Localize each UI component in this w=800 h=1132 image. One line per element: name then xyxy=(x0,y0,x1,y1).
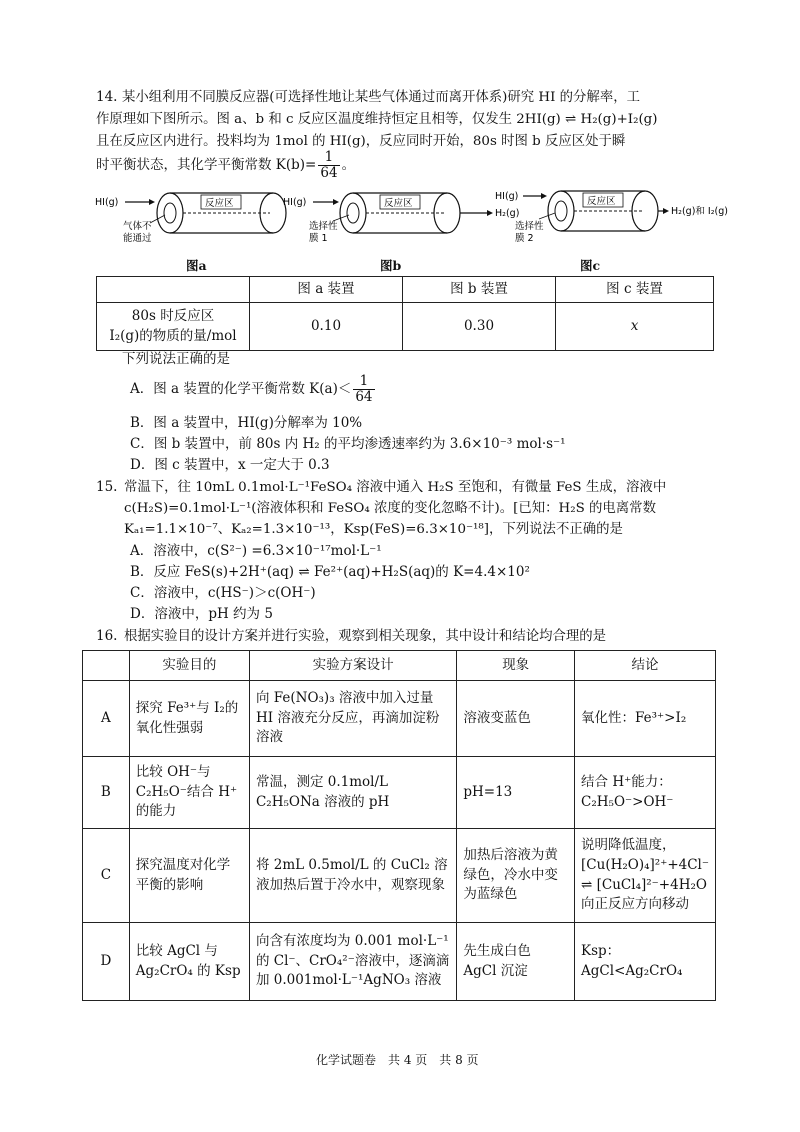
q14-line3: 且在反应区内进行。投料均为 1mol 的 HI(g)，反应同时开始，80s 时图 b 反应区处于瞬 xyxy=(96,134,626,149)
q15-option-a: A．溶液中，c(S²⁻) =6.3×10⁻¹⁷mol·L⁻¹ xyxy=(130,543,382,559)
q14-option-a-text: A．图 a 装置的化学平衡常数 K(a)＜ xyxy=(130,380,352,397)
diagram-b-note1: 选择性 xyxy=(309,221,338,232)
q16-row-phenomenon: 先生成白色 AgCl 沉淀 xyxy=(457,923,575,1001)
q16-row-design: 向 Fe(NO₃)₃ 溶液中加入过量 HI 溶液充分反应，再滴加淀粉溶液 xyxy=(249,681,456,757)
diagram-a-note1: 气体不 xyxy=(123,221,152,232)
q16-row-purpose: 比较 AgCl 与 Ag₂CrO₄ 的 Ksp xyxy=(129,923,249,1001)
q16-table-header-row xyxy=(83,651,716,681)
q15-option-d: D．溶液中，pH 约为 5 xyxy=(130,606,273,622)
diagram-b-inlet: HI(g) xyxy=(283,197,307,208)
q16-row-phenomenon: pH=13 xyxy=(457,757,575,829)
q14-line4: 时平衡状态，其化学平衡常数 K(b)= $\frac{1}{64}$ 。 xyxy=(96,149,356,181)
q14-option-c: C．图 b 装置中，前 80s 内 H₂ 的平均渗透速率约为 3.6×10⁻³ mol·s⁻¹ xyxy=(130,436,566,452)
diagram-a-note2: 能通过 xyxy=(123,233,152,244)
q16-row-conclusion: 说明降低温度，[Cu(H₂O)₄]²⁺+4Cl⁻ ⇌ [CuCl₄]²⁻+4H₂O 向正反应方向移动 xyxy=(575,829,716,923)
q14-table-row xyxy=(97,303,714,351)
membrane-reactor-diagrams xyxy=(95,185,735,255)
q14-option-a-fraction: $\frac{1}{64}$ xyxy=(355,373,373,405)
diagram-b-zone: 反应区 xyxy=(384,198,413,209)
q16-header-conclusion: 结论 xyxy=(575,651,716,681)
q16-header-design: 实验方案设计 xyxy=(249,651,456,681)
q16-header-blank xyxy=(83,651,130,681)
page-footer: 化学试题卷 共 4 页 共 8 页 xyxy=(316,1053,479,1067)
diagram-b-outlet: H₂(g) xyxy=(495,208,520,219)
q16-row-conclusion: Ksp：AgCl<Ag₂CrO₄ xyxy=(575,923,716,1001)
q14-option-d: D．图 c 装置中，x 一定大于 0.3 xyxy=(130,457,330,473)
q14-value-b: 0.30 xyxy=(403,303,556,351)
diagram-c-inlet: HI(g) xyxy=(495,191,519,202)
q14-line1: 某小组利用不同膜反应器(可选择性地让某些气体通过而离开体系)研究 HI 的分解率，工 xyxy=(122,90,640,105)
q14-value-a: 0.10 xyxy=(250,303,403,351)
q16-header-purpose: 实验目的 xyxy=(129,651,249,681)
q14-table-header-blank xyxy=(97,277,250,303)
q16-row-phenomenon: 溶液变蓝色 xyxy=(457,681,575,757)
q15-line2: c(H₂S)=0.1mol·L⁻¹(溶液体积和 FeSO₄ 浓度的变化忽略不计)。[已知：H₂S 的电离常数 xyxy=(124,501,656,516)
q16-number: 16. xyxy=(96,628,118,644)
q14-number: 14. xyxy=(96,89,118,105)
q16-row-purpose: 探究温度对化学平衡的影响 xyxy=(129,829,249,923)
q16-row-conclusion: 氧化性：Fe³⁺>I₂ xyxy=(575,681,716,757)
q14-value-c: x xyxy=(556,303,714,351)
q16-row-label: C xyxy=(83,829,130,923)
q14-option-b: B．图 a 装置中，HI(g)分解率为 10% xyxy=(130,415,363,431)
q14-table-header-a: 图 a 装置 xyxy=(250,277,403,303)
diagram-c-outlet: H₂(g)和 I₂(g) xyxy=(671,206,728,217)
q14-row-label-line1: 80s 时反应区 xyxy=(131,307,215,324)
diagram-a-caption: 图a xyxy=(186,258,207,273)
q16-stem: 根据实验目的设计方案并进行实验，观察到相关现象，其中设计和结论均合理的是 xyxy=(124,629,607,644)
q16-row-label: D xyxy=(83,923,130,1001)
q16-row-label: A xyxy=(83,681,130,757)
diagram-c xyxy=(495,191,728,244)
q16-row-phenomenon: 加热后溶液为黄绿色，冷水中变为蓝绿色 xyxy=(457,829,575,923)
q16-header-phenomenon: 现象 xyxy=(457,651,575,681)
diagram-b-caption: 图b xyxy=(380,258,402,273)
diagram-b-note2: 膜 1 xyxy=(309,233,328,244)
q16-row-label: B xyxy=(83,757,130,829)
q14-kb-fraction: $\frac{1}{64}$ xyxy=(320,149,338,181)
q14-prompt: 下列说法正确的是 xyxy=(122,351,230,367)
q14-option-a xyxy=(130,374,377,405)
diagram-a-zone: 反应区 xyxy=(205,198,234,209)
q16-table xyxy=(82,650,716,1001)
q15-number: 15. xyxy=(96,479,118,495)
diagram-c-note2: 膜 2 xyxy=(515,233,534,244)
q14-line2: 作原理如下图所示。图 a、b 和 c 反应区温度维持恒定且相等，仅发生 2HI(g) ⇌ H₂(g)+I₂(g) xyxy=(96,112,658,127)
q16-row-purpose: 探究 Fe³⁺与 I₂的氧化性强弱 xyxy=(129,681,249,757)
diagram-a xyxy=(95,193,286,244)
q15-line1: 常温下，往 10mL 0.1mol·L⁻¹FeSO₄ 溶液中通入 H₂S 至饱和，有微量 FeS 生成，溶液中 xyxy=(124,480,667,495)
q15-option-b: B．反应 FeS(s)+2H⁺(aq) ⇌ Fe²⁺(aq)+H₂S(aq)的 K=4.4×10² xyxy=(130,564,530,580)
q14-line4-text: 时平衡状态，其化学平衡常数 K(b)= xyxy=(96,156,317,173)
diagram-c-note1: 选择性 xyxy=(515,221,544,232)
q16-row-design: 将 2mL 0.5mol/L 的 CuCl₂ 溶液加热后置于冷水中，观察现象 xyxy=(249,829,456,923)
q16-row-purpose: 比较 OH⁻与 C₂H₅O⁻结合 H⁺的能力 xyxy=(129,757,249,829)
diagram-c-caption: 图c xyxy=(580,258,601,273)
q16-row-d xyxy=(83,923,716,1001)
q15-line3: Kₐ₁=1.1×10⁻⁷、Kₐ₂=1.3×10⁻¹³，Ksp(FeS)=6.3×10⁻¹⁸]，下列说法不正确的是 xyxy=(124,522,623,537)
q16-row-design: 常温，测定 0.1mol/L C₂H₅ONa 溶液的 pH xyxy=(249,757,456,829)
q14-row-label-line2: I₂(g)的物质的量/mol xyxy=(109,327,237,344)
q14-table-row-label xyxy=(97,303,250,351)
diagram-b xyxy=(283,193,519,244)
q16-row-conclusion: 结合 H⁺能力：C₂H₅O⁻>OH⁻ xyxy=(575,757,716,829)
q16-row-a xyxy=(83,681,716,757)
q15-option-c: C．溶液中，c(HS⁻)＞c(OH⁻) xyxy=(130,585,316,601)
q16-row-c xyxy=(83,829,716,923)
diagram-a-inlet: HI(g) xyxy=(95,197,119,208)
q16-row-design: 向含有浓度均为 0.001 mol·L⁻¹ 的 Cl⁻、CrO₄²⁻溶液中，逐滴滴加 0.001mol·L⁻¹AgNO₃ 溶液 xyxy=(249,923,456,1001)
q16-row-b xyxy=(83,757,716,829)
q14-table-header-row xyxy=(97,277,714,303)
q14-table xyxy=(96,276,714,351)
q14-table-header-b: 图 b 装置 xyxy=(403,277,556,303)
diagram-c-zone: 反应区 xyxy=(587,196,616,207)
q14-table-header-c: 图 c 装置 xyxy=(556,277,714,303)
